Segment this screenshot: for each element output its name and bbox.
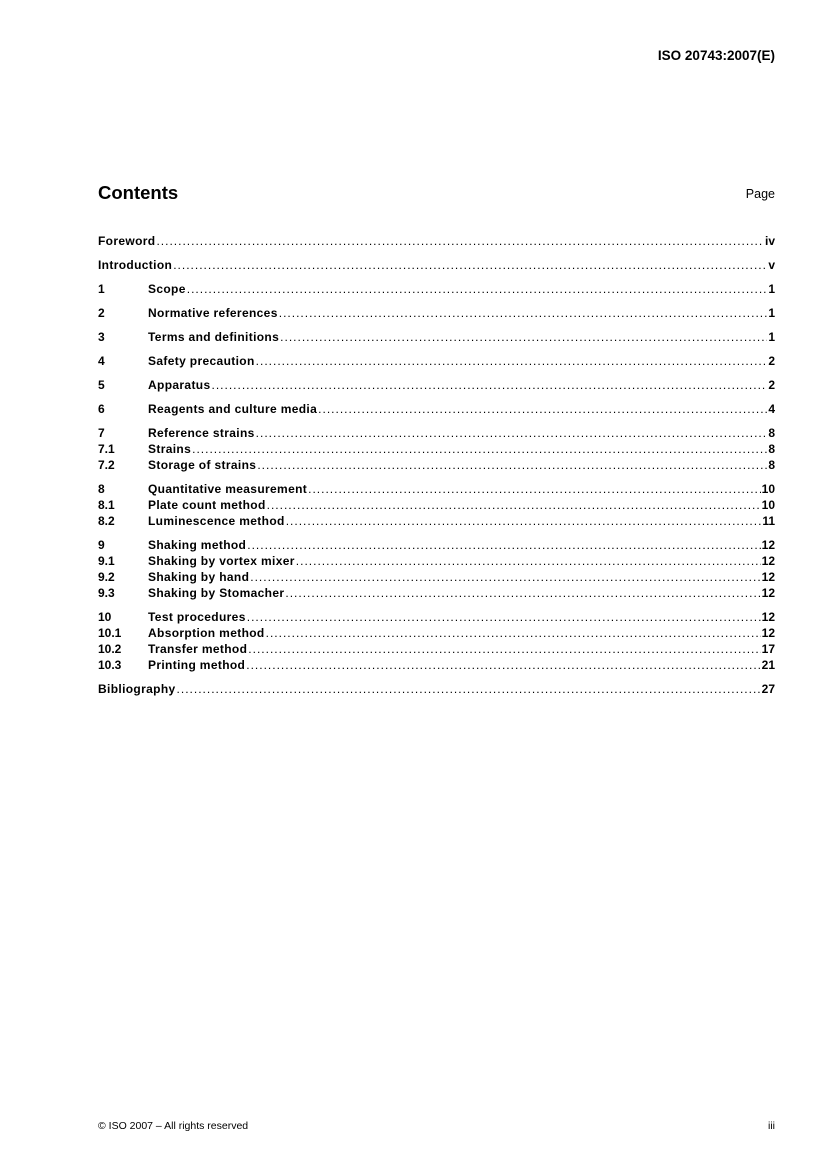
- toc-entry-number: 10.3: [98, 658, 122, 672]
- toc-entry-title: Terms and definitions: [148, 330, 280, 344]
- toc-entry-page: 12: [761, 554, 775, 568]
- toc-entry-number: 1: [98, 282, 105, 296]
- toc-entry-page: 1: [768, 330, 775, 344]
- toc-group: [98, 329, 775, 345]
- toc-group: [98, 481, 775, 529]
- toc-dot-leader: [266, 625, 761, 641]
- toc-entry-title: Quantitative measurement: [148, 482, 308, 496]
- toc-entry-page: iv: [764, 234, 775, 248]
- toc-group: [98, 233, 775, 249]
- toc-entry-title: Apparatus: [148, 378, 211, 392]
- toc-dot-leader: [246, 657, 760, 673]
- toc-entry-page: 21: [761, 658, 775, 672]
- toc-entry-number: 4: [98, 354, 105, 368]
- toc-dot-leader: [192, 441, 767, 457]
- toc-entry-page: v: [768, 258, 775, 272]
- toc-group: [98, 353, 775, 369]
- toc-group: [98, 681, 775, 697]
- toc-dot-leader: [285, 585, 760, 601]
- toc-dot-leader: [318, 401, 767, 417]
- toc-entry-number: 10.2: [98, 642, 122, 656]
- toc-entry-title: Scope: [148, 282, 186, 296]
- toc-dot-leader: [279, 305, 768, 321]
- toc-entry[interactable]: [98, 481, 775, 497]
- toc-entry-title: Absorption method: [148, 626, 265, 640]
- toc-group: [98, 305, 775, 321]
- toc-entry-number: 6: [98, 402, 105, 416]
- toc-entry[interactable]: [98, 329, 775, 345]
- toc-entry-page: 17: [761, 642, 775, 656]
- toc-entry[interactable]: [98, 257, 775, 273]
- toc-entry-title: Transfer method: [148, 642, 248, 656]
- toc-entry-number: 7.1: [98, 442, 115, 456]
- toc-entry-page: 11: [762, 514, 775, 528]
- toc-dot-leader: [286, 513, 762, 529]
- toc-entry[interactable]: [98, 497, 775, 513]
- toc-entry[interactable]: [98, 569, 775, 585]
- toc-entry-page: 8: [768, 442, 775, 456]
- toc-dot-leader: [296, 553, 761, 569]
- toc-dot-leader: [267, 497, 761, 513]
- toc-group: [98, 281, 775, 297]
- toc-entry-number: 8: [98, 482, 105, 496]
- toc-dot-leader: [256, 425, 768, 441]
- toc-entry-title: Introduction: [98, 258, 173, 272]
- toc-entry[interactable]: [98, 681, 775, 697]
- toc-entry-number: 3: [98, 330, 105, 344]
- toc-entry-title: Safety precaution: [148, 354, 255, 368]
- toc-entry-title: Reference strains: [148, 426, 255, 440]
- toc-entry[interactable]: [98, 353, 775, 369]
- footer-page-number: iii: [768, 1120, 775, 1132]
- toc-entry[interactable]: [98, 457, 775, 473]
- toc-group: [98, 401, 775, 417]
- toc-entry[interactable]: [98, 425, 775, 441]
- toc-entry-page: 12: [761, 586, 775, 600]
- toc-entry[interactable]: [98, 553, 775, 569]
- toc-dot-leader: [257, 457, 767, 473]
- toc-entry-page: 12: [761, 610, 775, 624]
- toc-entry-number: 10.1: [98, 626, 122, 640]
- toc-entry-page: 2: [768, 354, 775, 368]
- toc-entry-title: Bibliography: [98, 682, 176, 696]
- toc-entry[interactable]: [98, 609, 775, 625]
- toc-entry-page: 8: [768, 458, 775, 472]
- toc-entry-title: Luminescence method: [148, 514, 285, 528]
- toc-entry[interactable]: [98, 641, 775, 657]
- toc-entry-page: 12: [761, 626, 775, 640]
- toc-dot-leader: [187, 281, 768, 297]
- toc-entry-number: 9.2: [98, 570, 115, 584]
- toc-entry-number: 10: [98, 610, 112, 624]
- toc-entry-number: 9: [98, 538, 105, 552]
- toc-entry-title: Shaking by Stomacher: [148, 586, 285, 600]
- toc-group: [98, 377, 775, 393]
- toc-entry-title: Shaking by vortex mixer: [148, 554, 295, 568]
- toc-entry-title: Shaking method: [148, 538, 247, 552]
- toc-group: [98, 609, 775, 673]
- toc-group: [98, 537, 775, 601]
- toc-entry[interactable]: [98, 441, 775, 457]
- toc-entry-page: 8: [768, 426, 775, 440]
- toc-dot-leader: [212, 377, 768, 393]
- footer-copyright: © ISO 2007 – All rights reserved: [98, 1120, 249, 1132]
- toc-entry-title: Storage of strains: [148, 458, 257, 472]
- toc-dot-leader: [280, 329, 767, 345]
- toc-entry-title: Foreword: [98, 234, 156, 248]
- toc-dot-leader: [250, 569, 760, 585]
- toc-entry-number: 9.1: [98, 554, 115, 568]
- toc-entry-number: 7.2: [98, 458, 115, 472]
- toc-dot-leader: [248, 641, 760, 657]
- page-column-label: Page: [745, 187, 775, 201]
- toc-group: [98, 425, 775, 473]
- toc-entry-title: Normative references: [148, 306, 278, 320]
- toc-entry[interactable]: [98, 305, 775, 321]
- toc-entry-number: 8.2: [98, 514, 115, 528]
- toc-entry-title: Test procedures: [148, 610, 246, 624]
- toc-entry[interactable]: [98, 401, 775, 417]
- toc-entry[interactable]: [98, 625, 775, 641]
- toc-entry-title: Reagents and culture media: [148, 402, 318, 416]
- toc-entry-page: 10: [761, 482, 775, 496]
- toc-dot-leader: [156, 233, 764, 249]
- toc-entry-page: 12: [761, 538, 775, 552]
- contents-heading: Contents: [98, 182, 179, 203]
- toc-entry[interactable]: [98, 537, 775, 553]
- table-of-contents: [98, 233, 775, 705]
- toc-entry-title: Strains: [148, 442, 192, 456]
- toc-entry[interactable]: [98, 513, 775, 529]
- toc-entry-page: 27: [761, 682, 775, 696]
- toc-entry[interactable]: [98, 233, 775, 249]
- toc-dot-leader: [177, 681, 761, 697]
- toc-dot-leader: [173, 257, 767, 273]
- toc-entry-page: 4: [768, 402, 775, 416]
- toc-entry-page: 1: [768, 282, 775, 296]
- toc-entry-page: 12: [761, 570, 775, 584]
- toc-entry-title: Plate count method: [148, 498, 266, 512]
- toc-entry-number: 8.1: [98, 498, 115, 512]
- toc-dot-leader: [308, 481, 761, 497]
- toc-entry-number: 5: [98, 378, 105, 392]
- standard-identifier: ISO 20743:2007(E): [657, 48, 775, 63]
- toc-entry[interactable]: [98, 281, 775, 297]
- toc-entry-page: 10: [761, 498, 775, 512]
- toc-group: [98, 257, 775, 273]
- toc-dot-leader: [247, 609, 761, 625]
- toc-entry-title: Printing method: [148, 658, 246, 672]
- toc-dot-leader: [247, 537, 760, 553]
- toc-entry-number: 7: [98, 426, 105, 440]
- toc-entry[interactable]: [98, 657, 775, 673]
- toc-entry[interactable]: [98, 585, 775, 601]
- toc-dot-leader: [256, 353, 768, 369]
- toc-entry[interactable]: [98, 377, 775, 393]
- toc-entry-page: 1: [768, 306, 775, 320]
- toc-entry-title: Shaking by hand: [148, 570, 250, 584]
- toc-entry-number: 9.3: [98, 586, 115, 600]
- toc-entry-number: 2: [98, 306, 105, 320]
- toc-entry-page: 2: [768, 378, 775, 392]
